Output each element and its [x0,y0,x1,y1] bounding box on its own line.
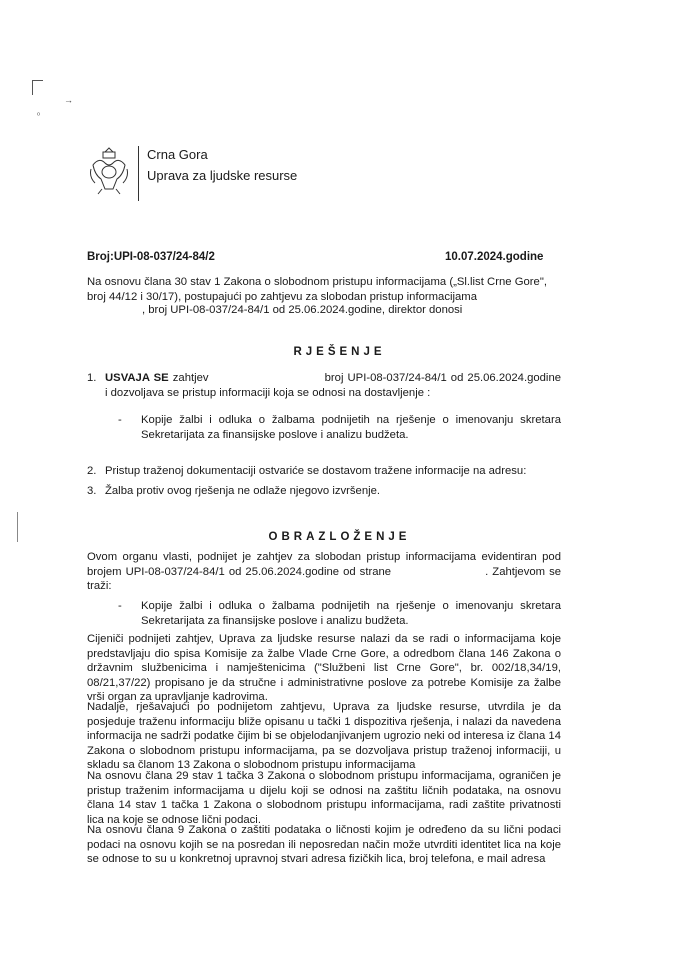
paragraph-text: Ovom organu vlasti, podnijet je zahtjev za slobodan pristup informacijama evidentiran pod brojem UPI-08-037/24-84/1 od 25.06.2024.godine od strane [87,551,561,578]
decision-bullet [118,413,561,442]
coat-of-arms-logo [88,145,130,197]
scan-dot-mark: ₒ [37,108,41,117]
item-text: Žalba protiv ovog rješenja ne odlaže njegovo izvršenje. [105,485,381,497]
approval-label: USVAJA SE [105,372,169,384]
bullet-dash: - [118,414,122,426]
country-name: Crna Gora [147,147,208,162]
reasoning-paragraph-4: Na osnovu člana 29 stav 1 tačka 3 Zakona o slobodnom pristupu informacijama, ograničen je pristup traženim informacijama u dijelu koji se odnosi na zaštitu ličnih podataka, na osnovu člana 14 stav 1 tačka 1 Zakona o slobodnom pristupu informacijama, radi zaštite privatnosti lica na koje se odnose lični podaci. [87,770,561,826]
bullet-text: Kopije žalbi i odluka o žalbama podnijetih na rješenje o imenovanju skretara Sekretarijata za finansijske poslove i analizu budžeta. [141,414,561,441]
decision-heading: RJEŠENJE [293,346,386,358]
reasoning-heading: OBRAZLOŽENJE [268,531,411,543]
decision-item-3 [87,484,561,499]
item-number: 3. [87,485,97,497]
document-number: Broj:UPI-08-037/24-84/2 [87,251,215,263]
scan-arrow-mark: → [64,95,73,105]
authority-name: Uprava za ljudske resurse [147,168,298,183]
bullet-dash: - [118,600,122,612]
item-number: 1. [87,372,97,384]
intro-text: Na osnovu člana 30 stav 1 Zakona o slobodnom pristupu informacijama („Sl.list Crne Gore", broj 44/12 i 30/17), postupajući po zahtjevu za slobodan pristup informacijama [87,276,547,303]
item-text: zahtjev [172,372,209,384]
document-date: 10.07.2024.godine [445,251,544,263]
decision-item-2 [87,464,561,479]
decision-item-1 [87,371,561,400]
reasoning-bullet [118,599,561,628]
bullet-text: Kopije žalbi i odluka o žalbama podnijetih na rješenje o imenovanju skretara Sekretarijata za finansijske poslove i analizu budžeta. [141,600,561,627]
reasoning-paragraph-3: Nadalje, rješavajući po podnijetom zahtjevu, Uprava za ljudske resurse, utvrdila je da posjeduje traženu informaciju bliže opisanu u tački 1 dispozitiva rješenja, i nalazi da navedena informacija ne sadrži podatke čijim bi se objelodanjivanjem ugrozio neki od interesa iz člana 14 Zakona o slobodnom pristupu informacijama, pa se dozvoljava pristup traženoj informaciji, u skladu sa članom 13 Zakona o slobodnom pristupu informacijama [87,701,561,772]
reasoning-paragraph-2: Cijeniči podnijeti zahtjev, Uprava za ljudske resurse nalazi da se radi o informacijama koje predstavljaju dio spisa Komisije za žalbe Vlade Crne Gore, a odredbom člana 146 Zakona o državnim službenicima i namještenicima ("Službeni list Crne Gore", br. 002/18,34/19, 08/21,37/22) propisano je da stručne i administrativne poslove za potrebe Komisije za žalbe vrši organ za upravljanje kadrovima. [87,633,561,704]
scan-corner-mark [32,80,43,95]
intro-paragraph [87,275,547,304]
reasoning-paragraph-5: Na osnovu člana 9 Zakona o zaštiti podataka o ličnosti kojim je određeno da su lični podaci podaci na osnovu kojih se na posredan ili neposredan način može utvrditi identitet lica na koje se odnose to su u konkretnoj upravnoj stvari adresa fizičkih lica, broj telefona, e mail adresa [87,824,561,866]
reasoning-paragraph-1 [87,550,561,594]
letterhead-divider [138,146,139,201]
intro-continuation: , broj UPI-08-037/24-84/1 od 25.06.2024.godine, direktor donosi [142,304,463,316]
paragraph-text: . Zahtjevom se traži: [87,565,562,593]
item-text: Pristup traženoj dokumentaciji ostvariće se dostavom tražene informacije na adresu: [105,465,527,477]
item-text: broj UPI-08-037/24-84/1 od 25.06.2024.godine i dozvoljava se pristup informaciji koja se odnosi na dostavljenje : [105,372,562,399]
item-number: 2. [87,465,97,477]
